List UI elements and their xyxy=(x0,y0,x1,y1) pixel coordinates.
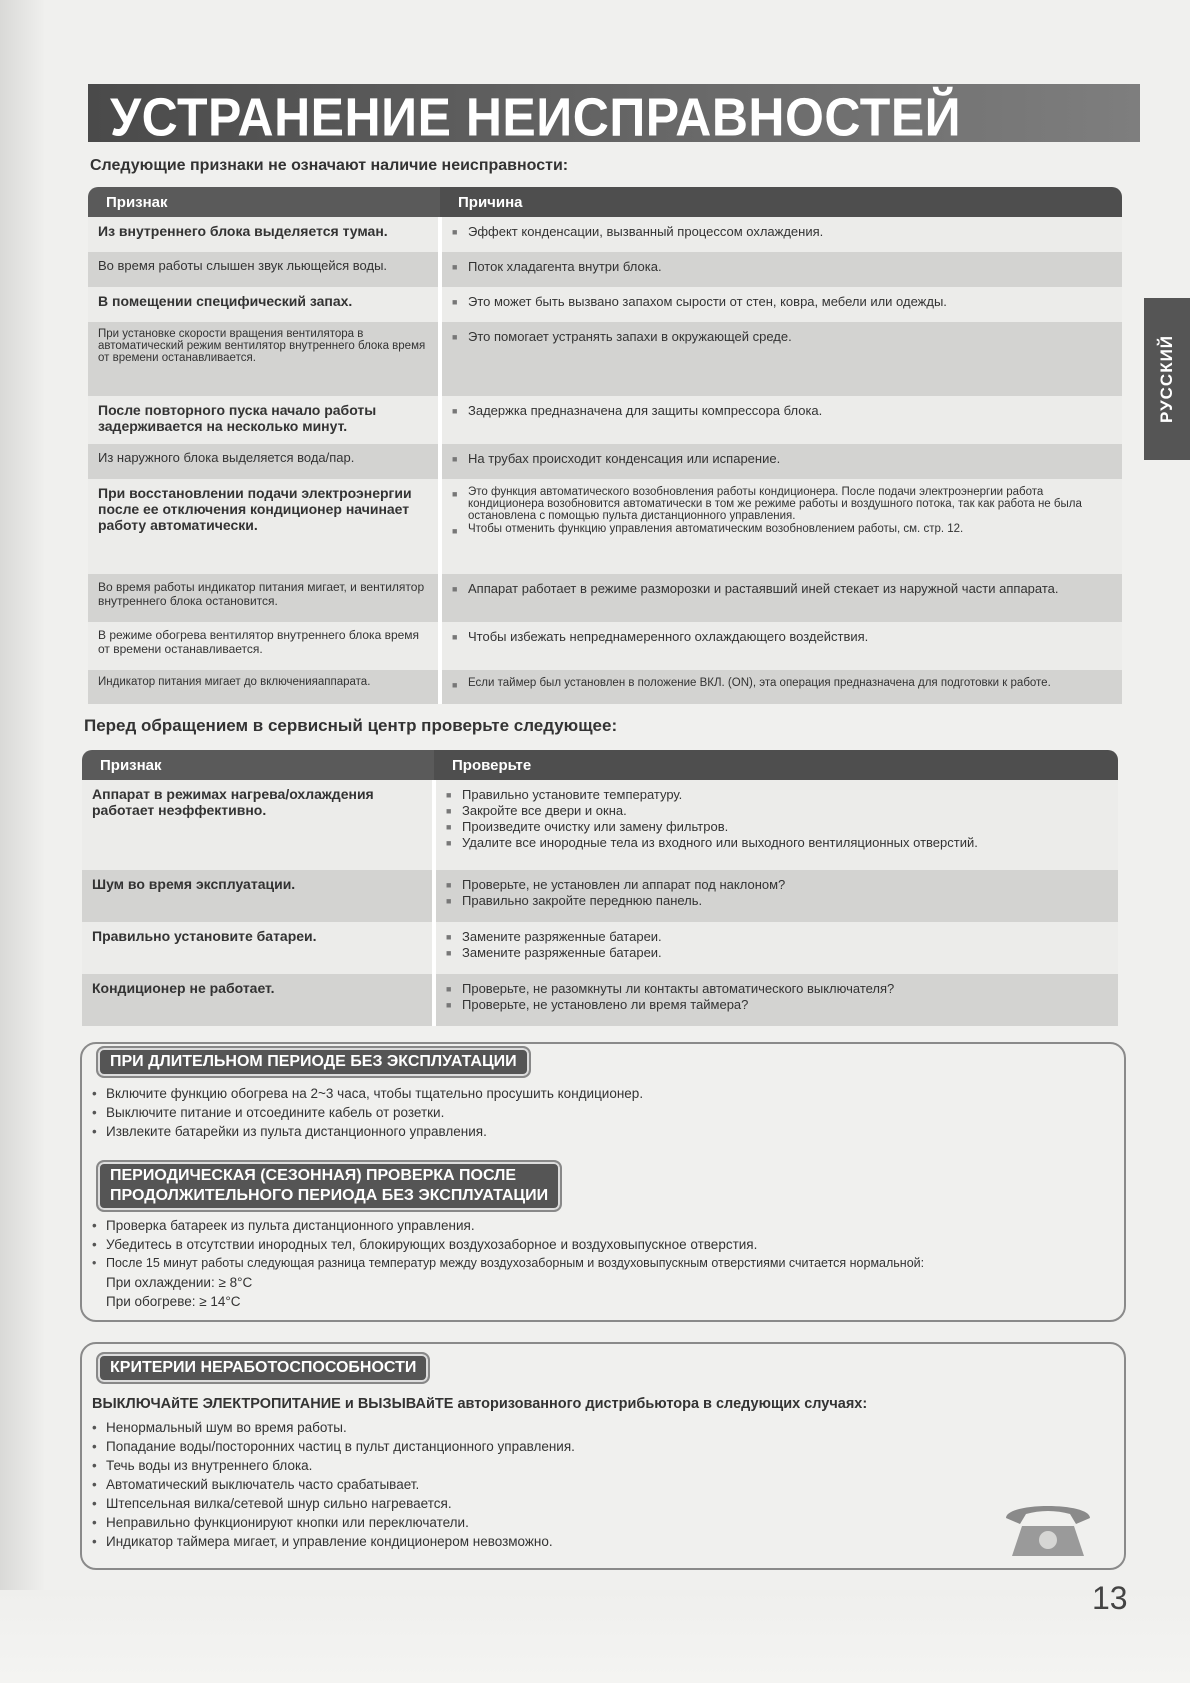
seasonal-heading xyxy=(96,1160,562,1212)
list-item: • Течь воды из внутреннего блока. xyxy=(92,1456,992,1475)
cause-item: ■ Если таймер был установлен в положение ВКЛ. (ON), эта операция предназначена для подготовки к работе. xyxy=(452,677,1112,689)
table-row xyxy=(88,396,1122,444)
check-item: ■ Правильно закройте переднюю панель. xyxy=(446,893,1108,908)
symptom-cell: Во время работы слышен звук льющейся воды. xyxy=(88,252,440,287)
symptom-cell: Индикатор питания мигает до включенияаппарата. xyxy=(88,670,440,704)
seasonal-heading-line1: ПЕРИОДИЧЕСКАЯ (СЕЗОННАЯ) ПРОВЕРКА ПОСЛЕ xyxy=(110,1167,517,1184)
cause-cell xyxy=(440,217,1122,252)
symptom-cause-table xyxy=(88,187,1122,704)
cause-cell xyxy=(440,396,1122,444)
cause-item: ■ Чтобы избежать непреднамеренного охлаждающего воздействия. xyxy=(452,629,1112,644)
symptom-cell: В помещении специфический запах. xyxy=(88,287,440,322)
list-item: • Неправильно функционируют кнопки или переключатели. xyxy=(92,1513,992,1532)
symptom-check-table xyxy=(82,750,1118,1026)
scan-edge-shadow xyxy=(0,0,44,1683)
cause-item: ■ Эффект конденсации, вызванный процессом охлаждения. xyxy=(452,224,1112,239)
table-row xyxy=(88,670,1122,704)
cause-cell xyxy=(440,322,1122,396)
cause-item: ■ Аппарат работает в режиме разморозки и растаявший иней стекает из наружной части аппарата. xyxy=(452,581,1112,596)
cause-cell xyxy=(440,670,1122,704)
table-row xyxy=(82,922,1118,974)
section2-intro: Перед обращением в сервисный центр проверьте следующее: xyxy=(84,716,618,735)
cause-cell xyxy=(440,574,1122,622)
telephone-icon xyxy=(1000,1496,1096,1562)
page-title: УСТРАНЕНИЕ НЕИСПРАВНОСТЕЙ xyxy=(110,87,962,148)
criteria-list xyxy=(92,1418,992,1551)
check-item: ■ Замените разряженные батареи. xyxy=(446,945,1108,960)
symptom-cell: Из наружного блока выделяется вода/пар. xyxy=(88,444,440,479)
language-tab-label: РУССКИЙ xyxy=(1157,334,1176,424)
long-idle-heading: ПРИ ДЛИТЕЛЬНОМ ПЕРИОДЕ БЕЗ ЭКСПЛУАТАЦИИ xyxy=(96,1046,531,1078)
cause-cell xyxy=(440,252,1122,287)
check-item: ■ Проверьте, не разомкнуты ли контакты автоматического выключателя? xyxy=(446,981,1108,996)
check-item: ■ Закройте все двери и окна. xyxy=(446,803,1108,818)
table-row xyxy=(82,870,1118,922)
check-cell xyxy=(434,974,1118,1026)
symptom-cell: Во время работы индикатор питания мигает, и вентилятор внутреннего блока остановится. xyxy=(88,574,440,622)
page-number: 13 xyxy=(1092,1580,1128,1616)
symptom-cell: При установке скорости вращения вентилятора в автоматический режим вентилятор внутреннего блока время от времени останавливается. xyxy=(88,322,440,396)
table-row xyxy=(88,622,1122,670)
table-row xyxy=(88,217,1122,252)
list-item: • Автоматический выключатель часто срабатывает. xyxy=(92,1475,992,1494)
section1-intro: Следующие признаки не означают наличие неисправности: xyxy=(90,157,569,174)
cause-item: ■ Это может быть вызвано запахом сырости от стен, ковра, мебели или одежды. xyxy=(452,294,1112,309)
check-item: ■ Замените разряженные батареи. xyxy=(446,929,1108,944)
table-row xyxy=(82,974,1118,1026)
list-item: • Штепсельная вилка/сетевой шнур сильно нагревается. xyxy=(92,1494,992,1513)
scan-bottom-shade xyxy=(0,1590,1190,1683)
seasonal-heading-line2: ПРОДОЛЖИТЕЛЬНОГО ПЕРИОДА БЕЗ ЭКСПЛУАТАЦИИ xyxy=(110,1187,549,1204)
symptom-cell: Правильно установите батареи. xyxy=(82,922,434,974)
table-row xyxy=(88,479,1122,574)
symptom-cell: После повторного пуска начало работы задерживается на несколько минут. xyxy=(88,396,440,444)
cause-cell xyxy=(440,622,1122,670)
cause-item: ■ На трубах происходит конденсация или испарение. xyxy=(452,451,1112,466)
table-row xyxy=(88,444,1122,479)
cause-item: ■ Задержка предназначена для защиты компрессора блока. xyxy=(452,403,1112,418)
cause-item: ■ Поток хладагента внутри блока. xyxy=(452,259,1112,274)
list-item: • Попадание воды/посторонних частиц в пульт дистанционного управления. xyxy=(92,1437,992,1456)
list-item: • Ненормальный шум во время работы. xyxy=(92,1418,992,1437)
check-cell xyxy=(434,870,1118,922)
criteria-lead: ВЫКЛЮЧАйТЕ ЭЛЕКТРОПИТАНИЕ и ВЫЗЫВАйТЕ авторизованного дистрибьютора в следующих случаях: xyxy=(92,1396,868,1412)
list-item: • После 15 минут работы следующая разница температур между воздухозаборным и воздуховыпускным отверстиями считается нормальной: xyxy=(92,1254,1102,1273)
check-item: ■ Проверьте, не установлено ли время таймера? xyxy=(446,997,1108,1012)
column-header-cause: Причина xyxy=(440,187,1122,217)
list-item: • Выключите питание и отсоедините кабель от розетки. xyxy=(92,1103,1092,1122)
table-row xyxy=(88,322,1122,396)
list-item: • Проверка батареек из пульта дистанционного управления. xyxy=(92,1216,1102,1235)
symptom-cell: Из внутреннего блока выделяется туман. xyxy=(88,217,440,252)
cause-item: ■ Чтобы отменить функцию управления автоматическим возобновлением работы, см. стр. 12. xyxy=(452,523,1112,535)
seasonal-list xyxy=(92,1216,1102,1311)
symptom-cell: При восстановлении подачи электроэнергии после ее отключения кондиционер начинает работу автоматически. xyxy=(88,479,440,574)
cause-item: ■ Это функция автоматического возобновления работы кондиционера. После подачи электроэнергии работа кондиционера возобновится автоматически в том же режиме работы и воздушного потока, так как работа не была остановлена с помощью пульта дистанционного управления. xyxy=(452,486,1112,522)
table-row xyxy=(82,780,1118,870)
heating-threshold: При обогреве: ≥ 14°C xyxy=(106,1294,241,1309)
cause-cell xyxy=(440,479,1122,574)
check-cell xyxy=(434,780,1118,870)
column-header-check: Проверьте xyxy=(434,750,1118,780)
column-header-symptom: Признак xyxy=(88,187,440,217)
long-idle-list xyxy=(92,1084,1092,1141)
list-item: • Извлеките батарейки из пульта дистанционного управления. xyxy=(92,1122,1092,1141)
table-row xyxy=(88,574,1122,622)
language-tab xyxy=(1144,298,1190,460)
symptom-cell: Аппарат в режимах нагрева/охлаждения работает неэффективно. xyxy=(82,780,434,870)
check-cell xyxy=(434,922,1118,974)
cooling-threshold: При охлаждении: ≥ 8°C xyxy=(106,1275,253,1290)
symptom-cell: Шум во время эксплуатации. xyxy=(82,870,434,922)
table-row xyxy=(88,287,1122,322)
check-item: ■ Произведите очистку или замену фильтров. xyxy=(446,819,1108,834)
column-header-symptom: Признак xyxy=(82,750,434,780)
check-item: ■ Удалите все инородные тела из входного или выходного вентиляционных отверстий. xyxy=(446,835,1108,850)
cause-cell xyxy=(440,444,1122,479)
cause-cell xyxy=(440,287,1122,322)
check-item: ■ Правильно установите температуру. xyxy=(446,787,1108,802)
check-item: ■ Проверьте, не установлен ли аппарат под наклоном? xyxy=(446,877,1108,892)
list-item: • Включите функцию обогрева на 2~3 часа, чтобы тщательно просушить кондиционер. xyxy=(92,1084,1092,1103)
symptom-cell: Кондиционер не работает. xyxy=(82,974,434,1026)
list-item: • Убедитесь в отсутствии инородных тел, блокирующих воздухозаборное и воздуховыпускное отверстия. xyxy=(92,1235,1102,1254)
table-row xyxy=(88,252,1122,287)
title-banner xyxy=(88,84,1140,148)
list-item: • Индикатор таймера мигает, и управление кондиционером невозможно. xyxy=(92,1532,992,1551)
symptom-cell: В режиме обогрева вентилятор внутреннего блока время от времени останавливается. xyxy=(88,622,440,670)
criteria-heading: КРИТЕРИИ НЕРАБОТОСПОСОБНОСТИ xyxy=(96,1352,430,1384)
cause-item: ■ Это помогает устранять запахи в окружающей среде. xyxy=(452,329,1112,344)
